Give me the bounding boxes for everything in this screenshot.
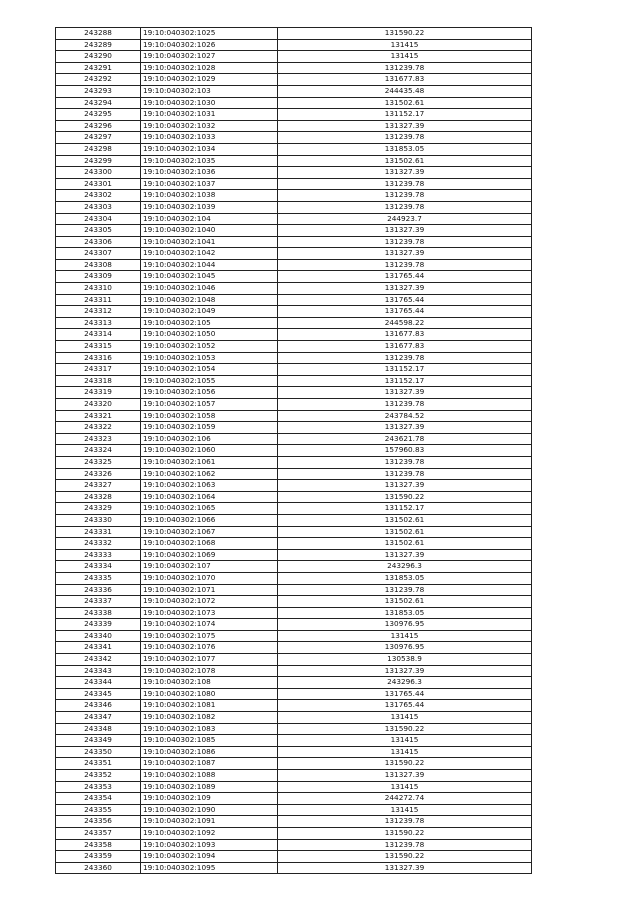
- cadastral-number-cell: 19:10:040302:1090: [141, 804, 278, 816]
- value-cell: 131765.44: [278, 271, 532, 283]
- value-cell: 157960.83: [278, 445, 532, 457]
- row-number-cell: 243291: [56, 62, 141, 74]
- value-cell: 244272.74: [278, 793, 532, 805]
- row-number-cell: 243354: [56, 793, 141, 805]
- data-sheet: [55, 27, 531, 874]
- table-row: [56, 85, 532, 97]
- value-cell: 131239.78: [278, 62, 532, 74]
- row-number-cell: 243306: [56, 236, 141, 248]
- cadastral-number-cell: 19:10:040302:1048: [141, 294, 278, 306]
- cadastral-number-cell: 19:10:040302:1057: [141, 399, 278, 411]
- row-number-cell: 243325: [56, 456, 141, 468]
- table-row: [56, 236, 532, 248]
- value-cell: 131239.78: [278, 399, 532, 411]
- cadastral-number-cell: 19:10:040302:1095: [141, 862, 278, 874]
- table-row: [56, 862, 532, 874]
- row-number-cell: 243308: [56, 259, 141, 271]
- row-number-cell: 243301: [56, 178, 141, 190]
- table-row: [56, 607, 532, 619]
- value-cell: 131327.39: [278, 167, 532, 179]
- cadastral-number-cell: 19:10:040302:108: [141, 677, 278, 689]
- row-number-cell: 243295: [56, 109, 141, 121]
- row-number-cell: 243334: [56, 561, 141, 573]
- value-cell: 131327.39: [278, 283, 532, 295]
- value-cell: 244598.22: [278, 317, 532, 329]
- row-number-cell: 243315: [56, 341, 141, 353]
- row-number-cell: 243339: [56, 619, 141, 631]
- row-number-cell: 243346: [56, 700, 141, 712]
- cadastral-number-cell: 19:10:040302:1027: [141, 51, 278, 63]
- table-row: [56, 225, 532, 237]
- cadastral-number-cell: 19:10:040302:1072: [141, 596, 278, 608]
- cadastral-number-cell: 19:10:040302:104: [141, 213, 278, 225]
- table-row: [56, 329, 532, 341]
- row-number-cell: 243321: [56, 410, 141, 422]
- table-row: [56, 317, 532, 329]
- table-row: [56, 793, 532, 805]
- table-row: [56, 410, 532, 422]
- cadastral-number-cell: 19:10:040302:1077: [141, 654, 278, 666]
- cadastral-number-cell: 19:10:040302:1093: [141, 839, 278, 851]
- row-number-cell: 243297: [56, 132, 141, 144]
- cadastral-number-cell: 19:10:040302:1050: [141, 329, 278, 341]
- cadastral-number-cell: 19:10:040302:1063: [141, 480, 278, 492]
- row-number-cell: 243314: [56, 329, 141, 341]
- value-cell: 131327.39: [278, 770, 532, 782]
- table-row: [56, 201, 532, 213]
- cadastral-number-cell: 19:10:040302:1094: [141, 851, 278, 863]
- table-row: [56, 804, 532, 816]
- row-number-cell: 243311: [56, 294, 141, 306]
- table-body: [56, 28, 532, 874]
- table-row: [56, 827, 532, 839]
- value-cell: 131765.44: [278, 688, 532, 700]
- table-row: [56, 630, 532, 642]
- row-number-cell: 243355: [56, 804, 141, 816]
- cadastral-number-cell: 19:10:040302:107: [141, 561, 278, 573]
- table-row: [56, 851, 532, 863]
- cadastral-number-cell: 19:10:040302:1045: [141, 271, 278, 283]
- value-cell: 131853.05: [278, 607, 532, 619]
- table-row: [56, 143, 532, 155]
- cadastral-number-cell: 19:10:040302:1036: [141, 167, 278, 179]
- table-row: [56, 468, 532, 480]
- table-row: [56, 712, 532, 724]
- value-cell: 131327.39: [278, 422, 532, 434]
- row-number-cell: 243344: [56, 677, 141, 689]
- value-cell: 243296.3: [278, 561, 532, 573]
- cadastral-number-cell: 19:10:040302:106: [141, 433, 278, 445]
- value-cell: 131327.39: [278, 665, 532, 677]
- cadastral-number-cell: 19:10:040302:1078: [141, 665, 278, 677]
- value-cell: 131415: [278, 712, 532, 724]
- cadastral-number-cell: 19:10:040302:1067: [141, 526, 278, 538]
- value-cell: 131327.39: [278, 225, 532, 237]
- table-row: [56, 74, 532, 86]
- row-number-cell: 243294: [56, 97, 141, 109]
- value-cell: 131502.61: [278, 526, 532, 538]
- table-row: [56, 62, 532, 74]
- row-number-cell: 243347: [56, 712, 141, 724]
- cadastral-number-cell: 19:10:040302:1026: [141, 39, 278, 51]
- value-cell: 131590.22: [278, 28, 532, 40]
- value-cell: 131239.78: [278, 468, 532, 480]
- cadastral-number-cell: 19:10:040302:1069: [141, 549, 278, 561]
- table-row: [56, 364, 532, 376]
- cadastral-number-cell: 19:10:040302:1037: [141, 178, 278, 190]
- table-row: [56, 758, 532, 770]
- cadastral-number-cell: 19:10:040302:1074: [141, 619, 278, 631]
- cadastral-number-cell: 19:10:040302:1056: [141, 387, 278, 399]
- row-number-cell: 243317: [56, 364, 141, 376]
- value-cell: 131415: [278, 630, 532, 642]
- cadastral-number-cell: 19:10:040302:103: [141, 85, 278, 97]
- table-row: [56, 619, 532, 631]
- table-row: [56, 596, 532, 608]
- cadastral-number-cell: 19:10:040302:1080: [141, 688, 278, 700]
- row-number-cell: 243357: [56, 827, 141, 839]
- value-cell: 131239.78: [278, 178, 532, 190]
- row-number-cell: 243333: [56, 549, 141, 561]
- row-number-cell: 243360: [56, 862, 141, 874]
- table-row: [56, 178, 532, 190]
- row-number-cell: 243298: [56, 143, 141, 155]
- cadastral-number-cell: 19:10:040302:1028: [141, 62, 278, 74]
- value-cell: 131677.83: [278, 341, 532, 353]
- row-number-cell: 243296: [56, 120, 141, 132]
- row-number-cell: 243338: [56, 607, 141, 619]
- table-row: [56, 155, 532, 167]
- table-row: [56, 746, 532, 758]
- cadastral-number-cell: 19:10:040302:1073: [141, 607, 278, 619]
- cadastral-number-cell: 19:10:040302:1053: [141, 352, 278, 364]
- value-cell: 131327.39: [278, 862, 532, 874]
- value-cell: 131415: [278, 804, 532, 816]
- value-cell: 131502.61: [278, 596, 532, 608]
- value-cell: 244923.7: [278, 213, 532, 225]
- cadastral-number-cell: 19:10:040302:1044: [141, 259, 278, 271]
- value-cell: 244435.48: [278, 85, 532, 97]
- value-cell: 131415: [278, 39, 532, 51]
- cadastral-number-cell: 19:10:040302:1066: [141, 514, 278, 526]
- row-number-cell: 243336: [56, 584, 141, 596]
- cadastral-number-cell: 19:10:040302:1052: [141, 341, 278, 353]
- cadastral-number-cell: 19:10:040302:1034: [141, 143, 278, 155]
- row-number-cell: 243304: [56, 213, 141, 225]
- cadastral-number-cell: 19:10:040302:1054: [141, 364, 278, 376]
- row-number-cell: 243328: [56, 491, 141, 503]
- table-row: [56, 688, 532, 700]
- table-row: [56, 584, 532, 596]
- table-row: [56, 549, 532, 561]
- table-row: [56, 97, 532, 109]
- table-row: [56, 561, 532, 573]
- cadastral-number-cell: 19:10:040302:1041: [141, 236, 278, 248]
- value-cell: 131239.78: [278, 236, 532, 248]
- value-cell: 131677.83: [278, 74, 532, 86]
- row-number-cell: 243337: [56, 596, 141, 608]
- table-row: [56, 538, 532, 550]
- table-row: [56, 677, 532, 689]
- row-number-cell: 243322: [56, 422, 141, 434]
- cadastral-number-cell: 19:10:040302:1039: [141, 201, 278, 213]
- row-number-cell: 243300: [56, 167, 141, 179]
- value-cell: 130976.95: [278, 642, 532, 654]
- table-row: [56, 422, 532, 434]
- cadastral-number-cell: 19:10:040302:1085: [141, 735, 278, 747]
- row-number-cell: 243292: [56, 74, 141, 86]
- row-number-cell: 243349: [56, 735, 141, 747]
- row-number-cell: 243323: [56, 433, 141, 445]
- cadastral-number-cell: 19:10:040302:1032: [141, 120, 278, 132]
- table-row: [56, 39, 532, 51]
- value-cell: 131415: [278, 746, 532, 758]
- value-cell: 131853.05: [278, 143, 532, 155]
- table-row: [56, 700, 532, 712]
- cadastral-number-cell: 19:10:040302:1070: [141, 572, 278, 584]
- table-row: [56, 572, 532, 584]
- row-number-cell: 243327: [56, 480, 141, 492]
- row-number-cell: 243345: [56, 688, 141, 700]
- table-row: [56, 503, 532, 515]
- value-cell: 131239.78: [278, 816, 532, 828]
- row-number-cell: 243324: [56, 445, 141, 457]
- table-row: [56, 770, 532, 782]
- value-cell: 131239.78: [278, 201, 532, 213]
- cadastral-number-cell: 19:10:040302:1033: [141, 132, 278, 144]
- row-number-cell: 243318: [56, 375, 141, 387]
- table-row: [56, 456, 532, 468]
- cadastral-number-cell: 19:10:040302:1089: [141, 781, 278, 793]
- table-row: [56, 735, 532, 747]
- row-number-cell: 243343: [56, 665, 141, 677]
- cadastral-number-cell: 19:10:040302:1065: [141, 503, 278, 515]
- table-row: [56, 839, 532, 851]
- row-number-cell: 243293: [56, 85, 141, 97]
- cadastral-number-cell: 19:10:040302:1086: [141, 746, 278, 758]
- value-cell: 131415: [278, 781, 532, 793]
- row-number-cell: 243289: [56, 39, 141, 51]
- table-row: [56, 399, 532, 411]
- row-number-cell: 243310: [56, 283, 141, 295]
- cadastral-number-cell: 19:10:040302:1042: [141, 248, 278, 260]
- cadastral-number-cell: 19:10:040302:1058: [141, 410, 278, 422]
- table-row: [56, 213, 532, 225]
- row-number-cell: 243331: [56, 526, 141, 538]
- cadastral-number-cell: 19:10:040302:1075: [141, 630, 278, 642]
- table-row: [56, 259, 532, 271]
- cadastral-number-cell: 19:10:040302:1088: [141, 770, 278, 782]
- value-cell: 131327.39: [278, 549, 532, 561]
- table-row: [56, 271, 532, 283]
- cadastral-number-cell: 19:10:040302:1076: [141, 642, 278, 654]
- data-table: [55, 27, 532, 874]
- row-number-cell: 243303: [56, 201, 141, 213]
- row-number-cell: 243302: [56, 190, 141, 202]
- table-row: [56, 781, 532, 793]
- table-row: [56, 28, 532, 40]
- value-cell: 243296.3: [278, 677, 532, 689]
- table-row: [56, 526, 532, 538]
- value-cell: 131239.78: [278, 132, 532, 144]
- table-row: [56, 723, 532, 735]
- row-number-cell: 243307: [56, 248, 141, 260]
- table-row: [56, 306, 532, 318]
- cadastral-number-cell: 19:10:040302:105: [141, 317, 278, 329]
- row-number-cell: 243330: [56, 514, 141, 526]
- table-row: [56, 642, 532, 654]
- value-cell: 131590.22: [278, 723, 532, 735]
- row-number-cell: 243353: [56, 781, 141, 793]
- table-row: [56, 433, 532, 445]
- row-number-cell: 243358: [56, 839, 141, 851]
- table-row: [56, 283, 532, 295]
- row-number-cell: 243340: [56, 630, 141, 642]
- row-number-cell: 243359: [56, 851, 141, 863]
- value-cell: 131327.39: [278, 387, 532, 399]
- value-cell: 131152.17: [278, 503, 532, 515]
- row-number-cell: 243348: [56, 723, 141, 735]
- value-cell: 131765.44: [278, 294, 532, 306]
- cadastral-number-cell: 19:10:040302:1068: [141, 538, 278, 550]
- value-cell: 131590.22: [278, 827, 532, 839]
- row-number-cell: 243350: [56, 746, 141, 758]
- value-cell: 131239.78: [278, 584, 532, 596]
- row-number-cell: 243290: [56, 51, 141, 63]
- row-number-cell: 243319: [56, 387, 141, 399]
- value-cell: 131239.78: [278, 352, 532, 364]
- cadastral-number-cell: 19:10:040302:1035: [141, 155, 278, 167]
- value-cell: 131590.22: [278, 758, 532, 770]
- cadastral-number-cell: 19:10:040302:1064: [141, 491, 278, 503]
- value-cell: 131239.78: [278, 839, 532, 851]
- value-cell: 131502.61: [278, 514, 532, 526]
- cadastral-number-cell: 19:10:040302:1092: [141, 827, 278, 839]
- row-number-cell: 243320: [56, 399, 141, 411]
- value-cell: 131853.05: [278, 572, 532, 584]
- table-row: [56, 375, 532, 387]
- table-row: [56, 120, 532, 132]
- cadastral-number-cell: 19:10:040302:1030: [141, 97, 278, 109]
- value-cell: 131152.17: [278, 375, 532, 387]
- cadastral-number-cell: 19:10:040302:1091: [141, 816, 278, 828]
- cadastral-number-cell: 19:10:040302:1040: [141, 225, 278, 237]
- table-row: [56, 514, 532, 526]
- row-number-cell: 243351: [56, 758, 141, 770]
- row-number-cell: 243288: [56, 28, 141, 40]
- value-cell: 131765.44: [278, 306, 532, 318]
- value-cell: 131327.39: [278, 248, 532, 260]
- row-number-cell: 243341: [56, 642, 141, 654]
- value-cell: 243621.78: [278, 433, 532, 445]
- table-row: [56, 816, 532, 828]
- cadastral-number-cell: 19:10:040302:1071: [141, 584, 278, 596]
- cadastral-number-cell: 19:10:040302:1029: [141, 74, 278, 86]
- value-cell: 131415: [278, 51, 532, 63]
- table-row: [56, 51, 532, 63]
- cadastral-number-cell: 19:10:040302:1062: [141, 468, 278, 480]
- value-cell: 131415: [278, 735, 532, 747]
- row-number-cell: 243309: [56, 271, 141, 283]
- table-row: [56, 654, 532, 666]
- value-cell: 131327.39: [278, 480, 532, 492]
- value-cell: 131502.61: [278, 97, 532, 109]
- row-number-cell: 243352: [56, 770, 141, 782]
- table-row: [56, 387, 532, 399]
- cadastral-number-cell: 19:10:040302:1083: [141, 723, 278, 735]
- value-cell: 130976.95: [278, 619, 532, 631]
- row-number-cell: 243305: [56, 225, 141, 237]
- cadastral-number-cell: 19:10:040302:1025: [141, 28, 278, 40]
- value-cell: 131502.61: [278, 538, 532, 550]
- value-cell: 131239.78: [278, 259, 532, 271]
- table-row: [56, 167, 532, 179]
- row-number-cell: 243299: [56, 155, 141, 167]
- value-cell: 131765.44: [278, 700, 532, 712]
- table-row: [56, 665, 532, 677]
- cadastral-number-cell: 19:10:040302:1055: [141, 375, 278, 387]
- row-number-cell: 243312: [56, 306, 141, 318]
- cadastral-number-cell: 19:10:040302:1061: [141, 456, 278, 468]
- cadastral-number-cell: 19:10:040302:1038: [141, 190, 278, 202]
- row-number-cell: 243313: [56, 317, 141, 329]
- table-row: [56, 190, 532, 202]
- row-number-cell: 243332: [56, 538, 141, 550]
- table-row: [56, 352, 532, 364]
- value-cell: 130538.9: [278, 654, 532, 666]
- row-number-cell: 243326: [56, 468, 141, 480]
- value-cell: 131590.22: [278, 491, 532, 503]
- value-cell: 131152.17: [278, 364, 532, 376]
- cadastral-number-cell: 19:10:040302:1031: [141, 109, 278, 121]
- table-row: [56, 480, 532, 492]
- row-number-cell: 243329: [56, 503, 141, 515]
- cadastral-number-cell: 19:10:040302:1082: [141, 712, 278, 724]
- table-row: [56, 341, 532, 353]
- value-cell: 131590.22: [278, 851, 532, 863]
- row-number-cell: 243335: [56, 572, 141, 584]
- table-row: [56, 294, 532, 306]
- value-cell: 131327.39: [278, 120, 532, 132]
- table-row: [56, 132, 532, 144]
- table-row: [56, 248, 532, 260]
- value-cell: 243784.52: [278, 410, 532, 422]
- table-row: [56, 109, 532, 121]
- row-number-cell: 243316: [56, 352, 141, 364]
- cadastral-number-cell: 19:10:040302:1049: [141, 306, 278, 318]
- table-row: [56, 491, 532, 503]
- cadastral-number-cell: 19:10:040302:1081: [141, 700, 278, 712]
- value-cell: 131239.78: [278, 456, 532, 468]
- cadastral-number-cell: 19:10:040302:1059: [141, 422, 278, 434]
- value-cell: 131502.61: [278, 155, 532, 167]
- table-row: [56, 445, 532, 457]
- cadastral-number-cell: 19:10:040302:109: [141, 793, 278, 805]
- value-cell: 131152.17: [278, 109, 532, 121]
- row-number-cell: 243356: [56, 816, 141, 828]
- value-cell: 131677.83: [278, 329, 532, 341]
- value-cell: 131239.78: [278, 190, 532, 202]
- cadastral-number-cell: 19:10:040302:1060: [141, 445, 278, 457]
- cadastral-number-cell: 19:10:040302:1046: [141, 283, 278, 295]
- row-number-cell: 243342: [56, 654, 141, 666]
- cadastral-number-cell: 19:10:040302:1087: [141, 758, 278, 770]
